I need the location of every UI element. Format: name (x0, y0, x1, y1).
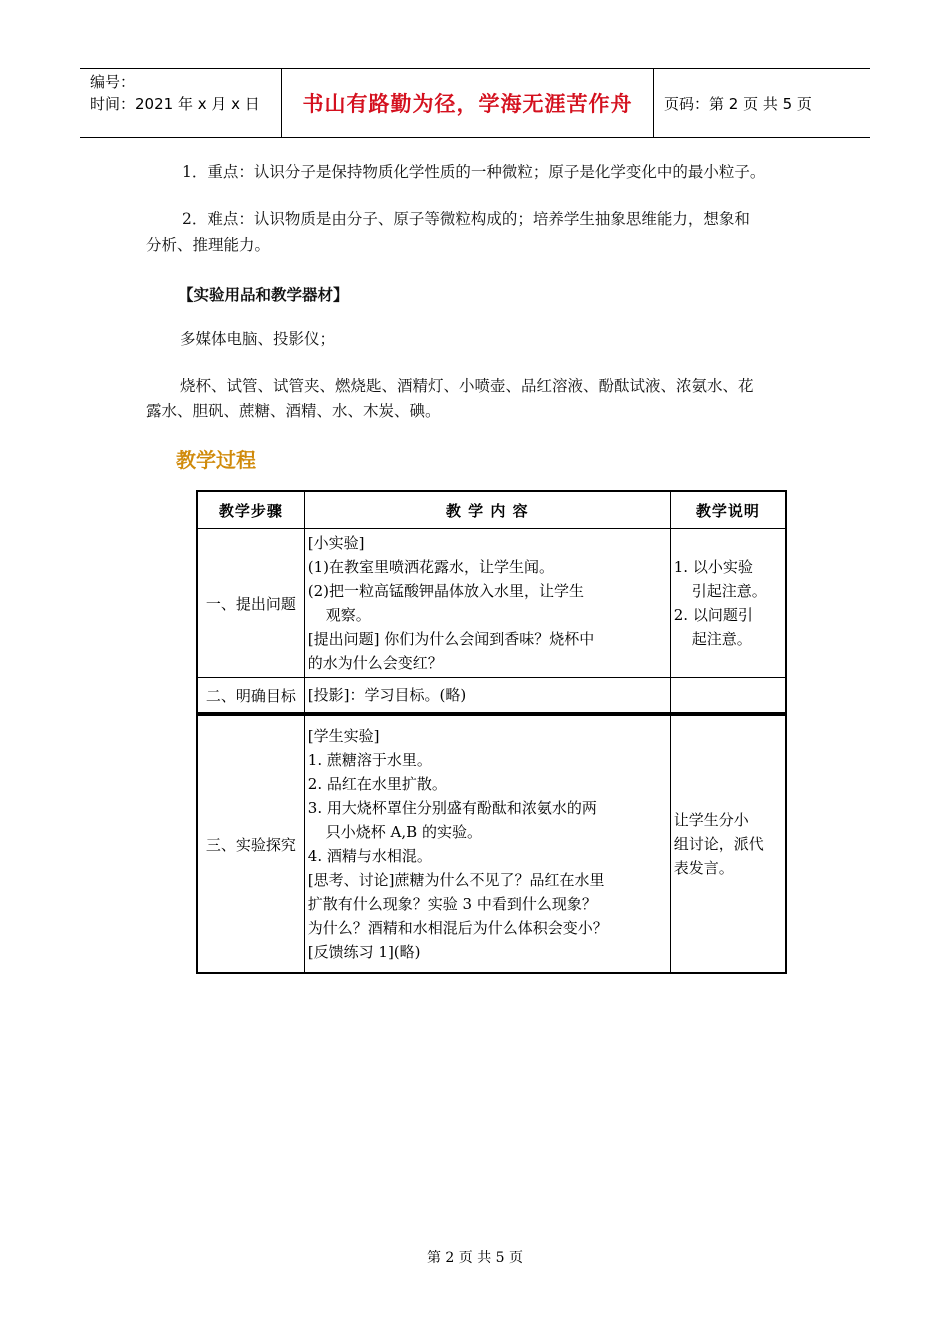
number-label: 编号： (90, 73, 136, 91)
content-line: 扩散有什么现象？实验 3 中看到什么现象？ (307, 895, 597, 913)
section-title: 教学过程 (176, 448, 256, 472)
content-line: [学生实验] (307, 727, 380, 745)
note-cell (670, 678, 786, 714)
materials-items-line2: 露水、胆矾、蔗糖、酒精、水、木炭、碘。 (146, 402, 441, 420)
content-line: [思考、讨论]蔗糖为什么不见了？品红在水里 (307, 871, 605, 889)
note-line: 引起注意。 (691, 582, 767, 600)
content-line: [反馈练习 1](略) (307, 943, 421, 961)
step-cell: 三、实验探究 (197, 716, 304, 974)
content-cell (304, 529, 670, 678)
step-cell: 二、明确目标 (197, 678, 304, 714)
teaching-process-table (196, 490, 787, 974)
header-meta (80, 69, 282, 137)
content-line: 2. 品红在水里扩散。 (307, 775, 447, 793)
key-point: 1．重点：认识分子是保持物质化学性质的一种微粒；原子是化学变化中的最小粒子。 (182, 163, 766, 181)
note-line: 让学生分小 (673, 811, 749, 829)
content-line: 4. 酒精与水相混。 (307, 847, 432, 865)
table-row (197, 716, 786, 974)
table-row (197, 529, 786, 678)
header-note: 教学说明 (670, 491, 786, 529)
header-page-info: 页码：第 2 页 共 5 页 (664, 94, 812, 113)
content-line: 1. 蔗糖溶于水里。 (307, 751, 432, 769)
content-line: 观察。 (325, 606, 371, 624)
table-header-row (197, 491, 786, 529)
note-line: 1. 以小实验 (673, 558, 753, 576)
difficult-point-line2: 分析、推理能力。 (146, 236, 271, 254)
time-label: 时间：2021 年 x 月 x 日 (90, 95, 260, 113)
page-header (80, 68, 870, 138)
content-line: 只小烧杯 A,B 的实验。 (325, 823, 482, 841)
content-line: 3. 用大烧杯罩住分别盛有酚酞和浓氨水的两 (307, 799, 597, 817)
content-cell (304, 678, 670, 714)
content-line: 为什么？酒精和水相混后为什么体积会变小？ (307, 919, 608, 937)
note-line: 2. 以问题引 (673, 606, 753, 624)
content-line: (1)在教室里喷洒花露水，让学生闻。 (307, 558, 555, 576)
difficult-point-line1: 2．难点：认识物质是由分子、原子等微粒构成的；培养学生抽象思维能力，想象和 (182, 210, 750, 228)
materials-items-line1: 烧杯、试管、试管夹、燃烧匙、酒精灯、小喷壶、品红溶液、酚酞试液、浓氨水、花 (180, 377, 754, 395)
content-line: [投影]：学习目标。(略) (307, 686, 467, 704)
header-content: 教 学 内 容 (304, 491, 670, 529)
note-line: 起注意。 (691, 630, 752, 648)
header-motto: 书山有路勤为径，学海无涯苦作舟 (282, 69, 654, 137)
note-line: 组讨论，派代 (673, 835, 764, 853)
note-cell (670, 529, 786, 678)
table-row (197, 678, 786, 714)
content-cell (304, 716, 670, 974)
content-line: [小实验] (307, 534, 365, 552)
page-footer: 第 2 页 共 5 页 (426, 1250, 524, 1266)
note-cell (670, 716, 786, 974)
header-step: 教学步骤 (197, 491, 304, 529)
materials-devices: 多媒体电脑、投影仪； (180, 330, 336, 348)
note-line: 表发言。 (673, 859, 734, 877)
content-line: [提出问题] 你们为什么会闻到香味？烧杯中 (307, 630, 595, 648)
materials-heading: 【实验用品和教学器材】 (178, 286, 349, 304)
step-cell: 一、提出问题 (197, 529, 304, 678)
content-line: (2)把一粒高锰酸钾晶体放入水里，让学生 (307, 582, 585, 600)
content-line: 的水为什么会变红？ (307, 654, 443, 672)
